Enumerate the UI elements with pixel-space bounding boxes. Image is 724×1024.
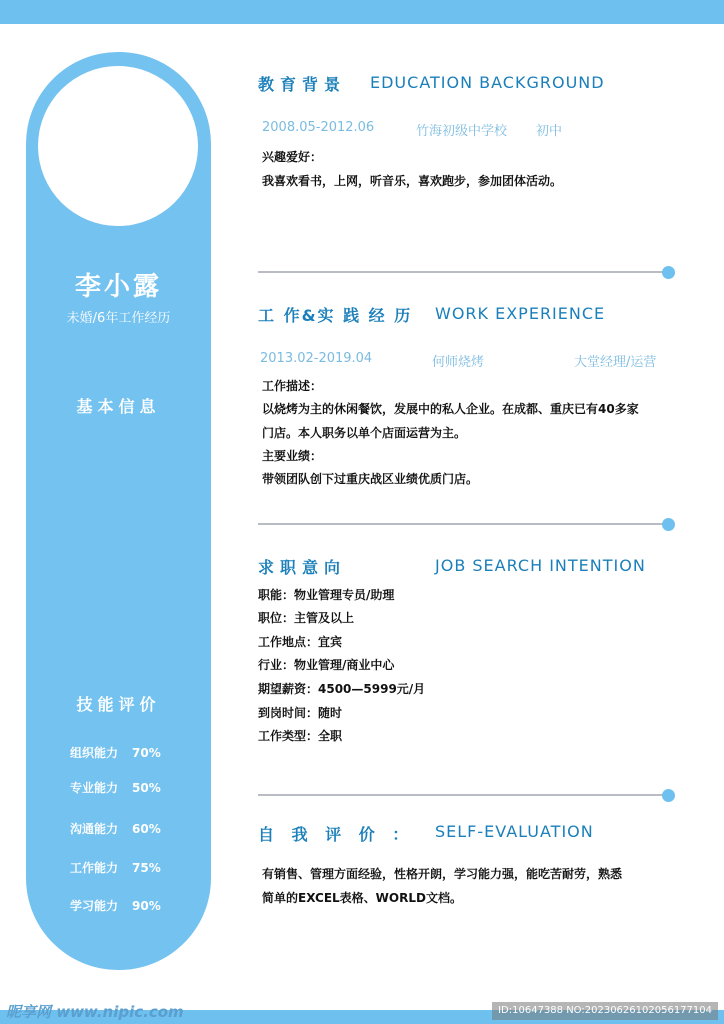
intention-item: 期望薪资：4500—5999元/月 [258, 682, 426, 696]
divider-dot [662, 518, 675, 531]
work-desc-line: 以烧烤为主的休闲餐饮，发展中的私人企业。在成都、重庆已有40多家 [262, 402, 639, 416]
intention-title-en: JOB SEARCH INTENTION [435, 556, 646, 575]
skill-item [70, 897, 161, 914]
intention-item: 工作地点：宜宾 [258, 635, 343, 649]
skill-item [70, 820, 161, 837]
skills-title: 技能评价 [76, 695, 161, 714]
person-name: 李小露 [74, 272, 162, 302]
evaluation-line: 简单的EXCEL表格、WORLD文档。 [262, 891, 462, 905]
skill-label: 专业能力 [70, 781, 119, 795]
divider-dot [662, 266, 675, 279]
skill-value: 75% [132, 861, 161, 875]
education-school: 竹海初级中学校 [416, 124, 508, 139]
top-bar [0, 0, 724, 24]
intention-item: 到岗时间：随时 [258, 706, 343, 720]
basic-info-title: 基本信息 [76, 397, 161, 416]
intention-item: 职位：主管及以上 [258, 611, 355, 625]
skill-label: 工作能力 [70, 861, 119, 875]
person-subtitle: 未婚/6年工作经历 [66, 311, 171, 326]
work-company: 何师烧烤 [432, 355, 485, 370]
evaluation-title: 自 我 评 价 ： [258, 825, 415, 844]
watermark-id: ID:10647388 NO:20230626102056177104 [492, 1002, 718, 1020]
section-divider [258, 271, 668, 273]
education-title: 教育背景 [258, 75, 347, 94]
education-title-en: EDUCATION BACKGROUND [370, 73, 605, 92]
work-period: 2013.02-2019.04 [260, 351, 373, 366]
work-position: 大堂经理/运营 [574, 355, 657, 370]
work-desc-label: 工作描述： [262, 379, 323, 393]
skill-value: 70% [132, 746, 161, 760]
skill-label: 组织能力 [70, 746, 119, 760]
skill-item [70, 779, 161, 796]
intention-item: 工作类型：全职 [258, 729, 343, 743]
evaluation-title-en: SELF-EVALUATION [435, 822, 594, 841]
skill-label: 学习能力 [70, 899, 119, 913]
divider-dot [662, 789, 675, 802]
skill-value: 90% [132, 899, 161, 913]
work-desc-line: 门店。本人职务以单个店面运营为主。 [262, 426, 467, 440]
skill-item [70, 744, 161, 761]
work-perf-text: 带领团队创下过重庆战区业绩优质门店。 [262, 472, 479, 486]
section-divider [258, 523, 668, 525]
hobby-label: 兴趣爱好： [262, 150, 323, 164]
education-level: 初中 [536, 124, 563, 139]
skill-value: 50% [132, 781, 161, 795]
intention-item: 行业：物业管理/商业中心 [258, 658, 395, 672]
skill-item [70, 859, 161, 876]
skill-label: 沟通能力 [70, 822, 119, 836]
hobby-text: 我喜欢看书，上网，听音乐，喜欢跑步，参加团体活动。 [262, 174, 563, 188]
intention-title: 求职意向 [258, 558, 347, 577]
skill-value: 60% [132, 822, 161, 836]
work-title: 工 作&实 践 经 历 [258, 306, 413, 325]
intention-item: 职能：物业管理专员/助理 [258, 588, 395, 602]
watermark-logo: 昵享网 www.nipic.com [6, 1003, 184, 1021]
education-period: 2008.05-2012.06 [262, 120, 375, 135]
evaluation-line: 有销售、管理方面经验，性格开朗，学习能力强，能吃苦耐劳，熟悉 [262, 867, 623, 881]
avatar-photo [38, 66, 198, 226]
section-divider [258, 794, 668, 796]
work-title-en: WORK EXPERIENCE [435, 304, 606, 323]
work-perf-label: 主要业绩： [262, 449, 323, 463]
